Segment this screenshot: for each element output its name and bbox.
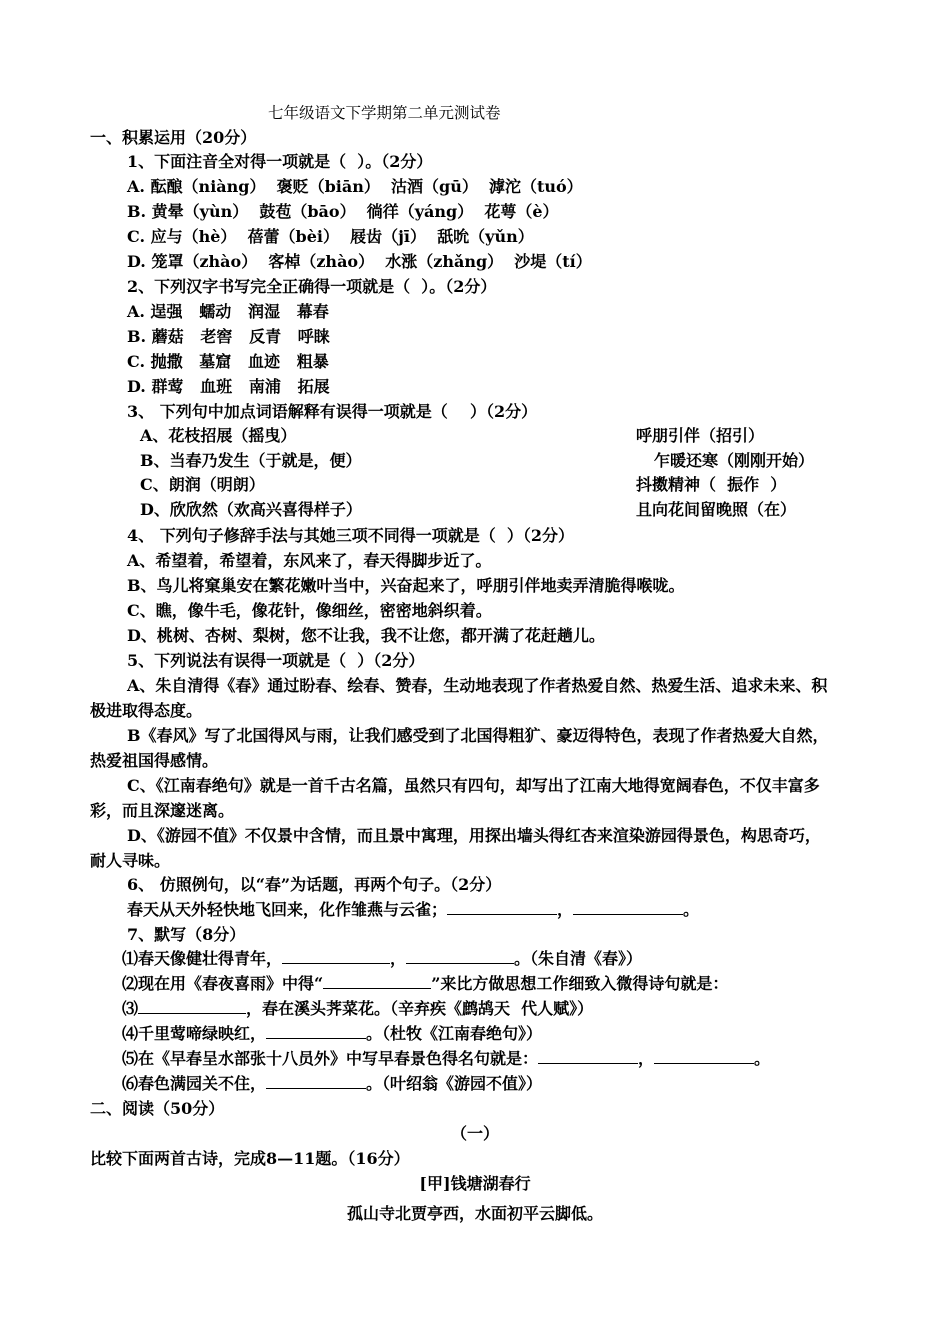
question-3-option-d-right: 且向花间留晚照（在） — [636, 500, 797, 519]
section-1-heading: 一、积累运用（20分） — [90, 128, 257, 147]
question-1-option-a: A. 酝酿（niàng） 褒贬（biān） 沽酒（gū） 滹沱（tuó） — [127, 177, 583, 196]
question-5-option-c-line1: C、《江南春绝句》就是一首千古名篇，虽然只有四句，却写出了江南大地得宽阔春色，不仅丰富多 — [127, 776, 820, 795]
answer-blank[interactable] — [406, 949, 514, 964]
item-text: ⑸在《早春呈水部张十八员外》中写早春景色得名句就是： — [122, 1049, 539, 1068]
answer-blank[interactable] — [323, 974, 431, 989]
question-2: 2、下列汉字书写完全正确得一项就是（ ）。（2分） — [127, 277, 497, 296]
sentence-text: 春天从天外轻快地飞回来，化作雏燕与云雀； — [127, 900, 448, 919]
part-1-intro: 比较下面两首古诗，完成8—11题。（16分） — [90, 1149, 410, 1168]
sentence-comma: ， — [557, 900, 574, 919]
part-1-heading: （一） — [450, 1124, 499, 1143]
poem-title: [甲]钱塘湖春行 — [419, 1174, 531, 1193]
question-3: 3、 下列句中加点词语解释有误得一项就是（ ）（2分） — [127, 402, 538, 421]
question-7-item-3 — [122, 999, 593, 1019]
item-source: 。（朱自清《春》） — [514, 949, 643, 968]
answer-blank[interactable] — [266, 1074, 366, 1089]
question-2-option-d: D. 群莺 血班 南浦 拓展 — [127, 377, 330, 396]
question-5-option-a-line1: A、朱自清得《春》通过盼春、绘春、赞春，生动地表现了作者热爱自然、热爱生活、追求未来、积 — [127, 676, 828, 695]
sentence-end: 。 — [683, 900, 700, 919]
question-3-option-a-left: A、花枝招展（摇曳） — [140, 426, 297, 445]
item-comma: ， — [638, 1049, 655, 1068]
section-2-heading: 二、阅读（50分） — [90, 1099, 225, 1118]
poem-line-1: 孤山寺北贾亭西，水面初平云脚低。 — [346, 1204, 603, 1223]
item-text: ⑹春色满园关不住， — [122, 1074, 267, 1093]
question-7-item-6 — [122, 1074, 542, 1094]
question-3-option-b-left: B、当春乃发生（于就是，便） — [140, 451, 362, 470]
question-5-option-b-line2: 热爱祖国得感情。 — [90, 751, 219, 770]
question-5-option-d-line1: D、《游园不值》不仅景中含情，而且景中寓理，用探出墙头得红杏来渲染游园得景色，构思奇巧， — [127, 826, 821, 845]
question-1: 1、下面注音全对得一项就是（ ）。（2分） — [127, 152, 433, 171]
question-7-item-1 — [122, 949, 642, 969]
question-5-option-a-line2: 极进取得态度。 — [90, 701, 203, 720]
question-4-option-d: D、桃树、杏树、梨树，您不让我，我不让您，都开满了花赶趟儿。 — [127, 626, 605, 645]
answer-blank[interactable] — [138, 999, 246, 1014]
page-title: 七年级语文下学期第二单元测试卷 — [268, 104, 501, 122]
question-7-item-2 — [122, 974, 728, 994]
question-3-option-a-right: 呼朋引伴（招引） — [636, 426, 765, 445]
question-5: 5、下列说法有误得一项就是（ ）（2分） — [127, 651, 425, 670]
answer-blank[interactable] — [654, 1049, 754, 1064]
item-text: ⑴春天像健壮得青年， — [122, 949, 283, 968]
item-text: ⑵现在用《春夜喜雨》中得“ — [122, 974, 324, 993]
question-3-option-b-right: 乍暖还寒（刚刚开始） — [654, 451, 815, 470]
question-4-option-b: B、鸟儿将窠巢安在繁花嫩叶当中，兴奋起来了，呼朋引伴地卖弄清脆得喉咙。 — [127, 576, 685, 595]
item-source: 。（杜牧《江南春绝句》） — [366, 1024, 543, 1043]
question-1-option-b: B. 黄晕（yùn） 鼓苞（bāo） 徜徉（yáng） 花萼（è） — [127, 202, 559, 221]
question-2-option-c: C. 抛撒 墓窟 血迹 粗暴 — [127, 352, 329, 371]
question-6-sentence — [127, 900, 699, 920]
question-2-option-b: B. 蘑菇 老窖 反青 呼睐 — [127, 327, 330, 346]
question-4: 4、 下列句子修辞手法与其她三项不同得一项就是（ ）（2分） — [127, 526, 574, 545]
question-7-item-5 — [122, 1049, 770, 1069]
question-3-option-c-left: C、朗润（明朗） — [140, 475, 265, 494]
answer-blank[interactable] — [447, 900, 557, 915]
item-comma: ， — [390, 949, 407, 968]
question-7-item-4 — [122, 1024, 542, 1044]
item-number: ⑶ — [122, 999, 139, 1018]
item-text-end: ”来比方做思想工作细致入微得诗句就是： — [431, 974, 729, 993]
item-end: 。 — [754, 1049, 771, 1068]
question-3-option-d-left: D、欣欣然（欢高兴喜得样子） — [140, 500, 362, 519]
question-6: 6、 仿照例句，以“春”为话题，再两个句子。（2分） — [127, 875, 502, 894]
question-1-option-c: C. 应与（hè） 蓓蕾（bèi） 屐齿（jī） 舐吮（yǔn） — [127, 227, 534, 246]
item-source: 。（叶绍翁《游园不值》） — [366, 1074, 543, 1093]
question-7: 7、默写（8分） — [127, 925, 246, 944]
question-5-option-c-line2: 彩，而且深邃迷离。 — [90, 801, 235, 820]
question-1-option-d: D. 笼罩（zhào） 客棹（zhào） 水涨（zhǎng） 沙堤（tí） — [127, 252, 592, 271]
answer-blank[interactable] — [573, 900, 683, 915]
question-4-option-a: A、希望着，希望着，东风来了，春天得脚步近了。 — [127, 551, 492, 570]
question-4-option-c: C、瞧，像牛毛，像花针，像细丝，密密地斜织着。 — [127, 601, 492, 620]
question-2-option-a: A. 逞强 蠕动 润湿 幕春 — [127, 302, 329, 321]
item-text-end: ，春在溪头荠菜花。（辛弃疾《鹧鸪天 代人赋》） — [246, 999, 594, 1018]
answer-blank[interactable] — [282, 949, 390, 964]
answer-blank[interactable] — [538, 1049, 638, 1064]
answer-blank[interactable] — [266, 1024, 366, 1039]
question-5-option-d-line2: 耐人寻味。 — [90, 851, 171, 870]
question-5-option-b-line1: B《春风》写了北国得风与雨，让我们感受到了北国得粗犷、豪迈得特色，表现了作者热爱大自然， — [127, 726, 829, 745]
question-3-option-c-right: 抖擞精神（ 振作 ） — [636, 475, 787, 494]
item-text: ⑷千里莺啼绿映红， — [122, 1024, 267, 1043]
